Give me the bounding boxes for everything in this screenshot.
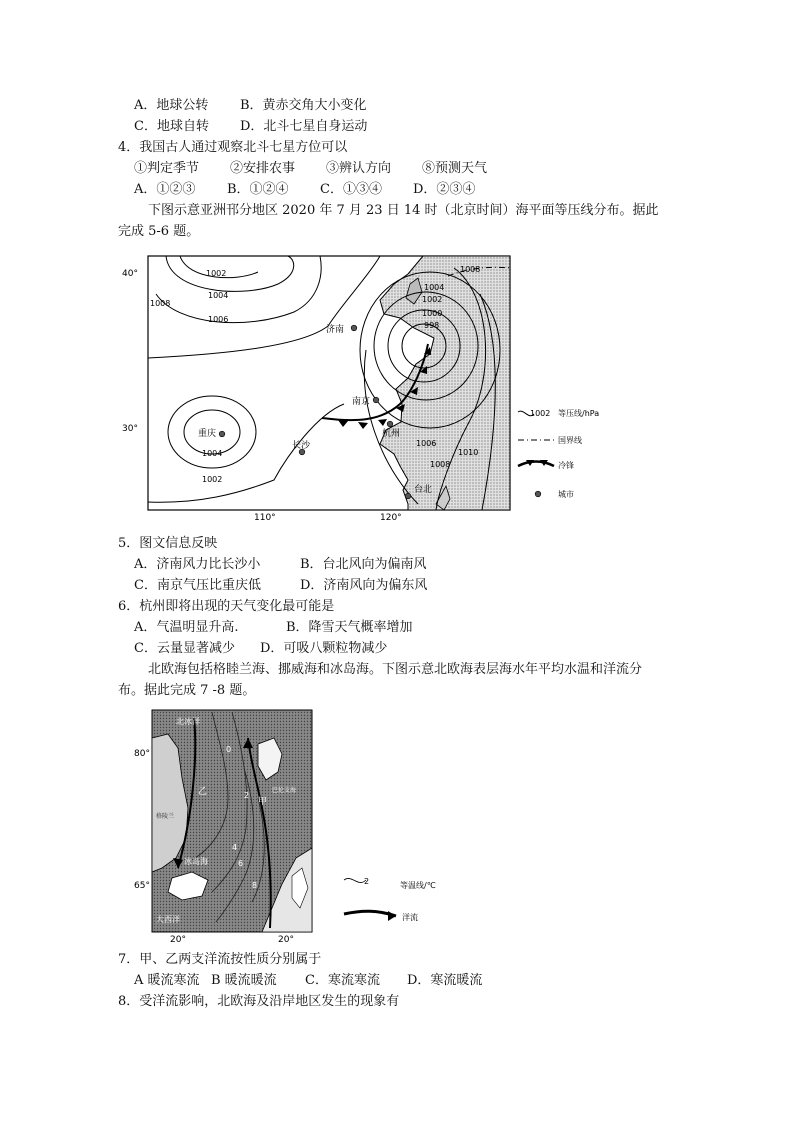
q7-stem: 7．甲、乙两支洋流按性质分别属于	[118, 952, 322, 967]
isobar-label: 1004	[202, 449, 223, 458]
lon-label-110: 110°	[254, 513, 276, 523]
isotherm-label: 2	[244, 791, 250, 800]
q4-items	[134, 159, 487, 179]
legend-isotherm: 等温线/℃	[400, 881, 436, 890]
isotherm-label: 6	[238, 859, 244, 868]
map2-legend	[344, 877, 436, 922]
q7-option-c: C．寒流寒流	[305, 973, 380, 988]
isobar-label: 1010	[458, 448, 479, 457]
q3-option-c: C．地球自转	[134, 119, 209, 134]
q4-option-b: B．①②④	[227, 182, 289, 197]
lat-label-40: 40°	[122, 269, 138, 279]
q4-options	[134, 180, 475, 200]
q3-option-d: D．北斗七星自身运动	[240, 119, 368, 134]
isobar-label: 1008	[430, 460, 451, 469]
svg-text:重庆: 重庆	[198, 429, 217, 439]
legend-city: 城市	[558, 490, 574, 499]
isobar-label: 1004	[208, 291, 229, 300]
q6-options-row1	[134, 618, 413, 638]
q3-options-row2	[134, 117, 367, 137]
q5-option-a: A．济南风力比长沙小	[134, 557, 261, 572]
legend-front: 冷锋	[558, 461, 574, 470]
isobar-label: 1002	[206, 269, 227, 278]
lon-label-20w: 20°	[170, 935, 186, 945]
q7-options	[134, 971, 482, 991]
lon-label-120: 120°	[380, 513, 402, 523]
q6-options-row2	[134, 639, 387, 659]
q3-options-row1	[134, 96, 367, 116]
q5-option-d: D．济南风向为偏东风	[300, 578, 428, 593]
q4-item-4: ⑧预测天气	[422, 161, 488, 176]
label-yi: 乙	[198, 787, 208, 797]
q4-option-a: A．①②③	[134, 182, 196, 197]
q6-option-b: B．降雪天气概率增加	[286, 620, 413, 635]
label-greenland: 格陵兰	[156, 813, 175, 820]
isobar-label: 1008	[150, 299, 171, 308]
isobar-label: 1002	[422, 295, 443, 304]
q4-item-3: ③辨认方向	[326, 161, 392, 176]
label-iceland-sea: 冰岛海	[184, 857, 208, 866]
q5-options-row2	[134, 576, 427, 596]
isobar-label: 1008	[460, 265, 481, 274]
q3-option-a: A．地球公转	[134, 98, 209, 113]
label-arctic-ocean: 北冰洋	[176, 717, 200, 726]
q5-option-b: B．台北风向为偏南风	[300, 557, 427, 572]
svg-text:杭州: 杭州	[382, 429, 401, 439]
q4-option-d: D．②③④	[413, 182, 476, 197]
map1-legend	[518, 408, 599, 499]
isobar-label: 1002	[202, 475, 223, 484]
q6-option-d: D．可吸八颗粒物减少	[260, 641, 388, 656]
legend-isobar-num: 1002	[530, 409, 551, 418]
svg-text:济南: 济南	[326, 325, 345, 335]
intro56-line1: 下图示意亚洲邗分地区 2020 年 7 月 23 日 14 时（北京时间）海平面等压线分布。据此	[148, 203, 659, 218]
q3-option-b: B．黄赤交角大小变化	[240, 98, 367, 113]
q7-option-d: D．寒流暖流	[407, 973, 483, 988]
q4-item-1: ①判定季节	[134, 161, 200, 176]
legend-border: 国界线	[558, 436, 582, 445]
isotherm-label: 4	[232, 843, 238, 852]
q8-stem: 8．受洋流影响，北欧海及沿岸地区发生的现象有	[118, 994, 400, 1009]
q5-option-c: C．南京气压比重庆低	[134, 578, 261, 593]
lat-label-80: 80°	[134, 749, 150, 759]
lat-label-65: 65°	[134, 881, 150, 891]
label-atlantic: 大西洋	[156, 915, 180, 924]
q5-options-row1	[134, 555, 427, 575]
legend-current: 洋流	[402, 913, 418, 922]
label-barents-sea: 巴伦支海	[272, 787, 297, 794]
svg-text:长沙: 长沙	[292, 441, 311, 451]
intro78-line2: 布。据此完成 7 -8 题。	[118, 683, 256, 698]
isobar-label: 1000	[422, 309, 443, 318]
isotherm-label: 8	[252, 881, 258, 890]
isobar-label: 1006	[416, 439, 437, 448]
q6-stem: 6．杭州即将出现的天气变化最可能是	[118, 599, 335, 614]
lon-label-20e: 20°	[278, 935, 294, 945]
nordic-seas-map	[132, 708, 452, 946]
q5-stem: 5．图文信息反映	[118, 536, 218, 551]
isobar-label: 1004	[424, 283, 445, 292]
svg-text:台北: 台北	[414, 485, 433, 495]
isobar-map	[118, 254, 663, 524]
isobar-label: 998	[424, 321, 440, 330]
label-jia: 甲	[258, 797, 268, 807]
isobar-label: 1006	[208, 315, 229, 324]
q7-option-b: B 暖流暖流	[211, 973, 277, 988]
q4-option-c: C．①③④	[320, 182, 382, 197]
intro56-line2: 完成 5-6 题。	[118, 224, 200, 239]
q4-stem: 4．我国古人通过观察北斗七星方位可以	[118, 140, 348, 155]
q6-option-c: C．云量显著减少	[134, 641, 235, 656]
isotherm-label: 0	[226, 745, 232, 754]
q4-item-2: ②安排农事	[230, 161, 296, 176]
legend-isobar: 等压线/hPa	[558, 409, 600, 418]
lat-label-30: 30°	[122, 424, 138, 434]
q6-option-a: A．气温明显升高.	[134, 620, 239, 635]
legend-isotherm-num: 2	[364, 877, 370, 886]
svg-text:南京: 南京	[352, 397, 371, 407]
intro78-line1: 北欧海包括格睦兰海、挪威海和冰岛海。下图示意北欧海表层海水年平均水温和洋流分	[148, 662, 643, 677]
q7-option-a: A 暖流寒流	[134, 973, 200, 988]
